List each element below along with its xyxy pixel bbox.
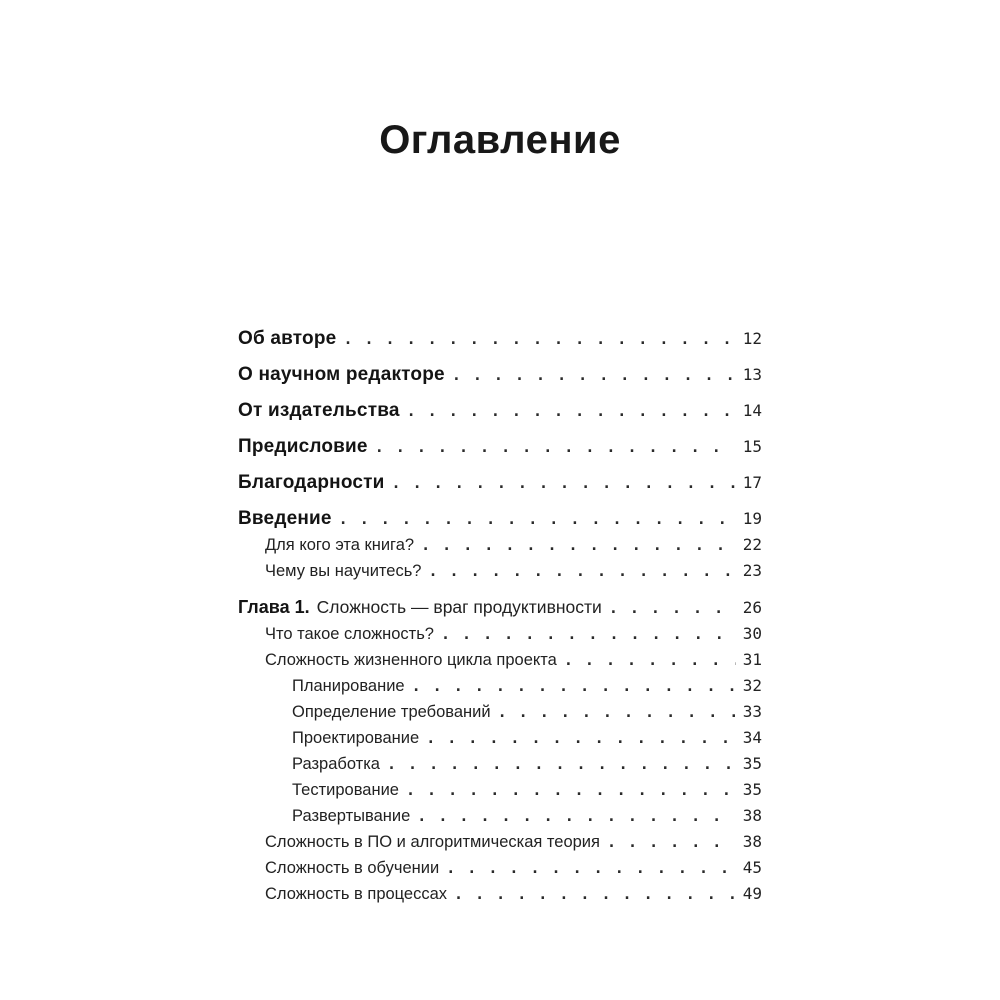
toc-entry <box>238 398 762 424</box>
toc-entry-label: Проектирование <box>292 729 420 747</box>
page-number: 17 <box>742 473 762 492</box>
page-number: 38 <box>742 832 762 851</box>
page-number: 45 <box>742 858 762 877</box>
dot-leader <box>609 595 736 621</box>
toc-entry-label: Что такое сложность? <box>265 625 434 643</box>
toc-entry-label: Сложность — враг продуктивности <box>316 597 602 617</box>
toc-entry-label: Тестирование <box>292 781 399 799</box>
toc-entry <box>238 829 762 855</box>
chapter-number-label: Глава 1. <box>238 597 310 617</box>
dot-leader <box>339 506 736 532</box>
toc-entry-label: Планирование <box>292 677 405 695</box>
toc-entry-label: Развертывание <box>292 807 411 825</box>
toc-entry-label: Сложность в обучении <box>265 859 440 877</box>
toc-entry <box>238 855 762 881</box>
page-number: 13 <box>742 365 762 384</box>
toc-entry-label: Введение <box>238 508 332 529</box>
dot-leader <box>343 326 736 352</box>
page-title: Оглавление <box>379 118 621 162</box>
toc-entry <box>238 470 762 496</box>
toc-entry-label: Для кого эта книга? <box>265 536 415 554</box>
toc-entry <box>238 326 762 352</box>
toc-entry-label: Предисловие <box>238 436 368 457</box>
toc-entry-label: Разработка <box>292 755 380 773</box>
toc-entry-label: Сложность жизненного цикла проекта <box>265 651 557 669</box>
dot-leader <box>441 621 736 647</box>
toc-entry-label: Определение требований <box>292 703 491 721</box>
dot-leader <box>446 855 736 881</box>
dot-leader <box>454 881 736 907</box>
page-number: 35 <box>742 754 762 773</box>
dot-leader <box>564 647 736 673</box>
toc-entry <box>238 777 762 803</box>
page-number: 30 <box>742 624 762 643</box>
page-number: 15 <box>742 437 762 456</box>
dot-leader <box>452 362 736 388</box>
page-number: 49 <box>742 884 762 903</box>
dot-leader <box>407 398 736 424</box>
toc-entry-label: Сложность в ПО и алгоритмическая теория <box>265 833 600 851</box>
toc-entry-label: Сложность в процессах <box>265 885 448 903</box>
toc-entry <box>238 506 762 532</box>
page-number: 19 <box>742 509 762 528</box>
toc-entry-label: О научном редакторе <box>238 364 445 385</box>
toc-entry <box>238 647 762 673</box>
toc-entry-label: От издательства <box>238 400 400 421</box>
page-number: 33 <box>742 702 762 721</box>
toc-entry <box>238 725 762 751</box>
dot-leader <box>406 777 736 803</box>
toc-entry <box>238 751 762 777</box>
page-number: 32 <box>742 676 762 695</box>
dot-leader <box>421 532 736 558</box>
dot-leader <box>392 470 736 496</box>
page-number: 26 <box>742 598 762 617</box>
page-number: 23 <box>742 561 762 580</box>
page-number: 31 <box>742 650 762 669</box>
page-number: 34 <box>742 728 762 747</box>
page-number: 35 <box>742 780 762 799</box>
toc-entry <box>238 699 762 725</box>
toc-entry <box>238 434 762 460</box>
dot-leader <box>375 434 736 460</box>
toc-entry <box>238 673 762 699</box>
toc-entry <box>238 362 762 388</box>
toc-entry <box>238 881 762 907</box>
dot-leader <box>498 699 736 725</box>
table-of-contents <box>238 326 762 907</box>
dot-leader <box>607 829 736 855</box>
page-number: 38 <box>742 806 762 825</box>
dot-leader <box>412 673 736 699</box>
toc-entry <box>238 558 762 584</box>
dot-leader <box>417 803 736 829</box>
toc-entry-label: Благодарности <box>238 472 385 493</box>
toc-entry <box>238 803 762 829</box>
page-number: 22 <box>742 535 762 554</box>
toc-entry-label: Чему вы научитесь? <box>265 562 422 580</box>
toc-entry <box>238 621 762 647</box>
dot-leader <box>428 558 736 584</box>
page-number: 12 <box>742 329 762 348</box>
toc-entry <box>238 594 762 621</box>
page-number: 14 <box>742 401 762 420</box>
toc-entry-label: Об авторе <box>238 328 337 349</box>
dot-leader <box>387 751 736 777</box>
toc-entry <box>238 532 762 558</box>
dot-leader <box>426 725 736 751</box>
